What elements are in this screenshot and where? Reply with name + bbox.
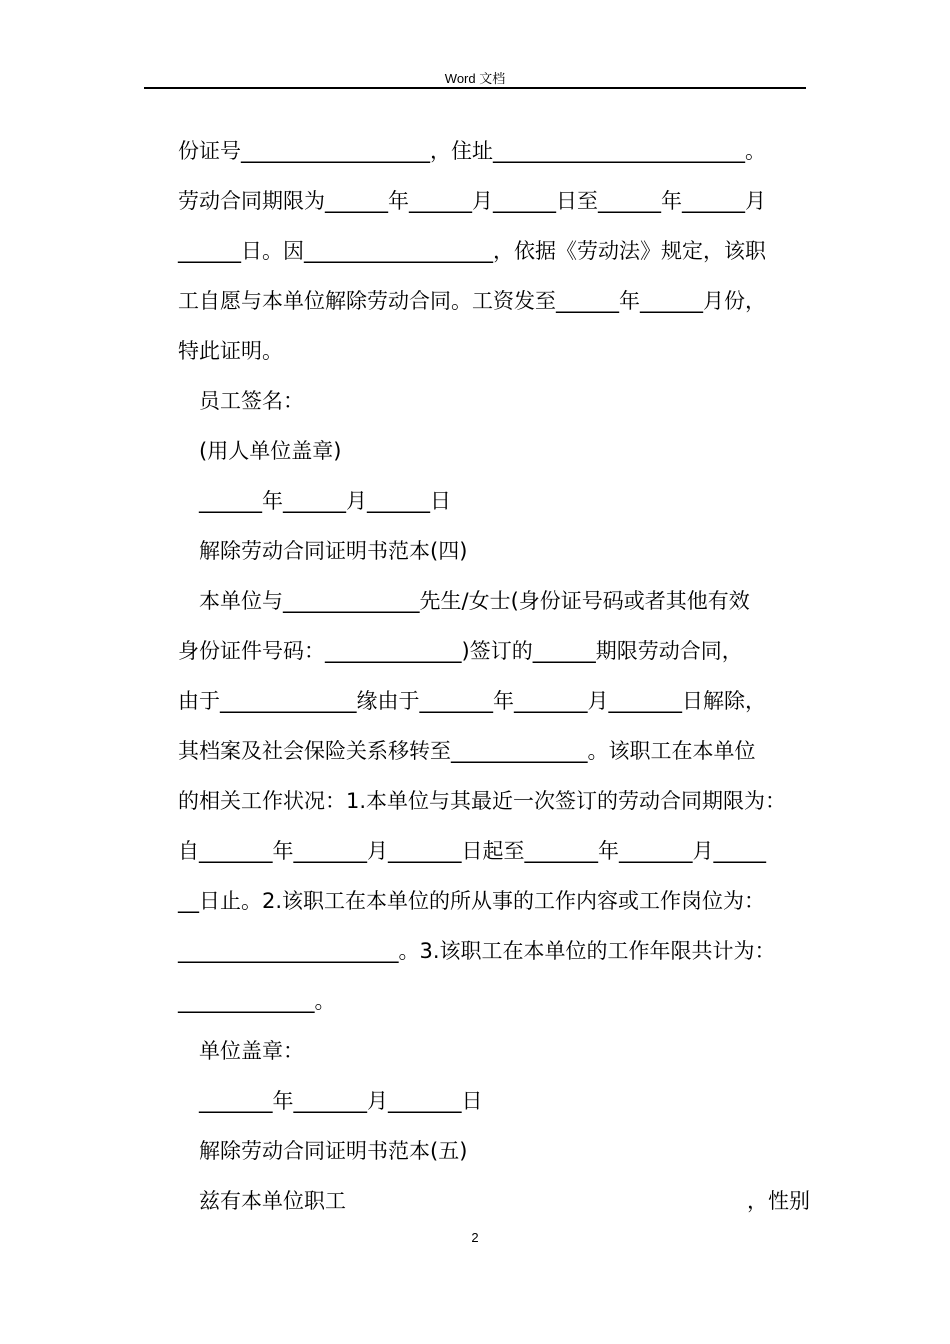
text-line: __日止。2.该职工在本单位的所从事的工作内容或工作岗位为： — [178, 889, 766, 913]
text-line: 自_______年_______月_______日起至_______年_______月_____ — [178, 839, 766, 863]
text-line — [178, 1176, 810, 1226]
section-title: 解除劳动合同证明书范本(四) — [199, 539, 468, 563]
text-line: 由于_____________缘由于_______年_______月_______日解除， — [178, 689, 766, 713]
header-divider — [144, 87, 806, 89]
text-line: _____________________。3.该职工在本单位的工作年限共计为： — [178, 939, 776, 963]
text-line: 份证号__________________，住址________________________。 — [178, 139, 766, 163]
text-line: 本单位与_____________先生/女士(身份证号码或者其他有效 — [199, 589, 750, 613]
text-line: 身份证件号码：_____________)签订的______期限劳动合同， — [178, 639, 743, 663]
text-line: 劳动合同期限为______年______月______日至______年______月 — [178, 189, 766, 213]
employee-signature-label: 员工签名： — [199, 389, 304, 413]
text-line: 工自愿与本单位解除劳动合同。工资发至______年______月份， — [178, 289, 766, 313]
page-header-title: Word 文档 — [444, 71, 506, 86]
text-line: 的相关工作状况：1.本单位与其最近一次签订的劳动合同期限为： — [178, 789, 787, 813]
text-line: 其档案及社会保险关系移转至_____________。该职工在本单位 — [178, 739, 756, 763]
text-line: ______日。因__________________，依据《劳动法》规定，该职 — [178, 239, 766, 263]
date-line: _______年_______月_______日 — [199, 1089, 483, 1113]
page-number: 2 — [471, 1230, 479, 1245]
document-body — [178, 126, 810, 1226]
section-title: 解除劳动合同证明书范本(五) — [199, 1139, 468, 1163]
company-seal-label: (用人单位盖章) — [199, 439, 342, 463]
text-fragment: ，性别 — [747, 1189, 810, 1213]
company-seal-label: 单位盖章： — [199, 1039, 304, 1063]
text-fragment: 兹有本单位职工 — [199, 1189, 346, 1213]
date-line: ______年______月______日 — [199, 489, 451, 513]
text-line: _____________。 — [178, 989, 336, 1013]
text-line: 特此证明。 — [178, 339, 283, 363]
